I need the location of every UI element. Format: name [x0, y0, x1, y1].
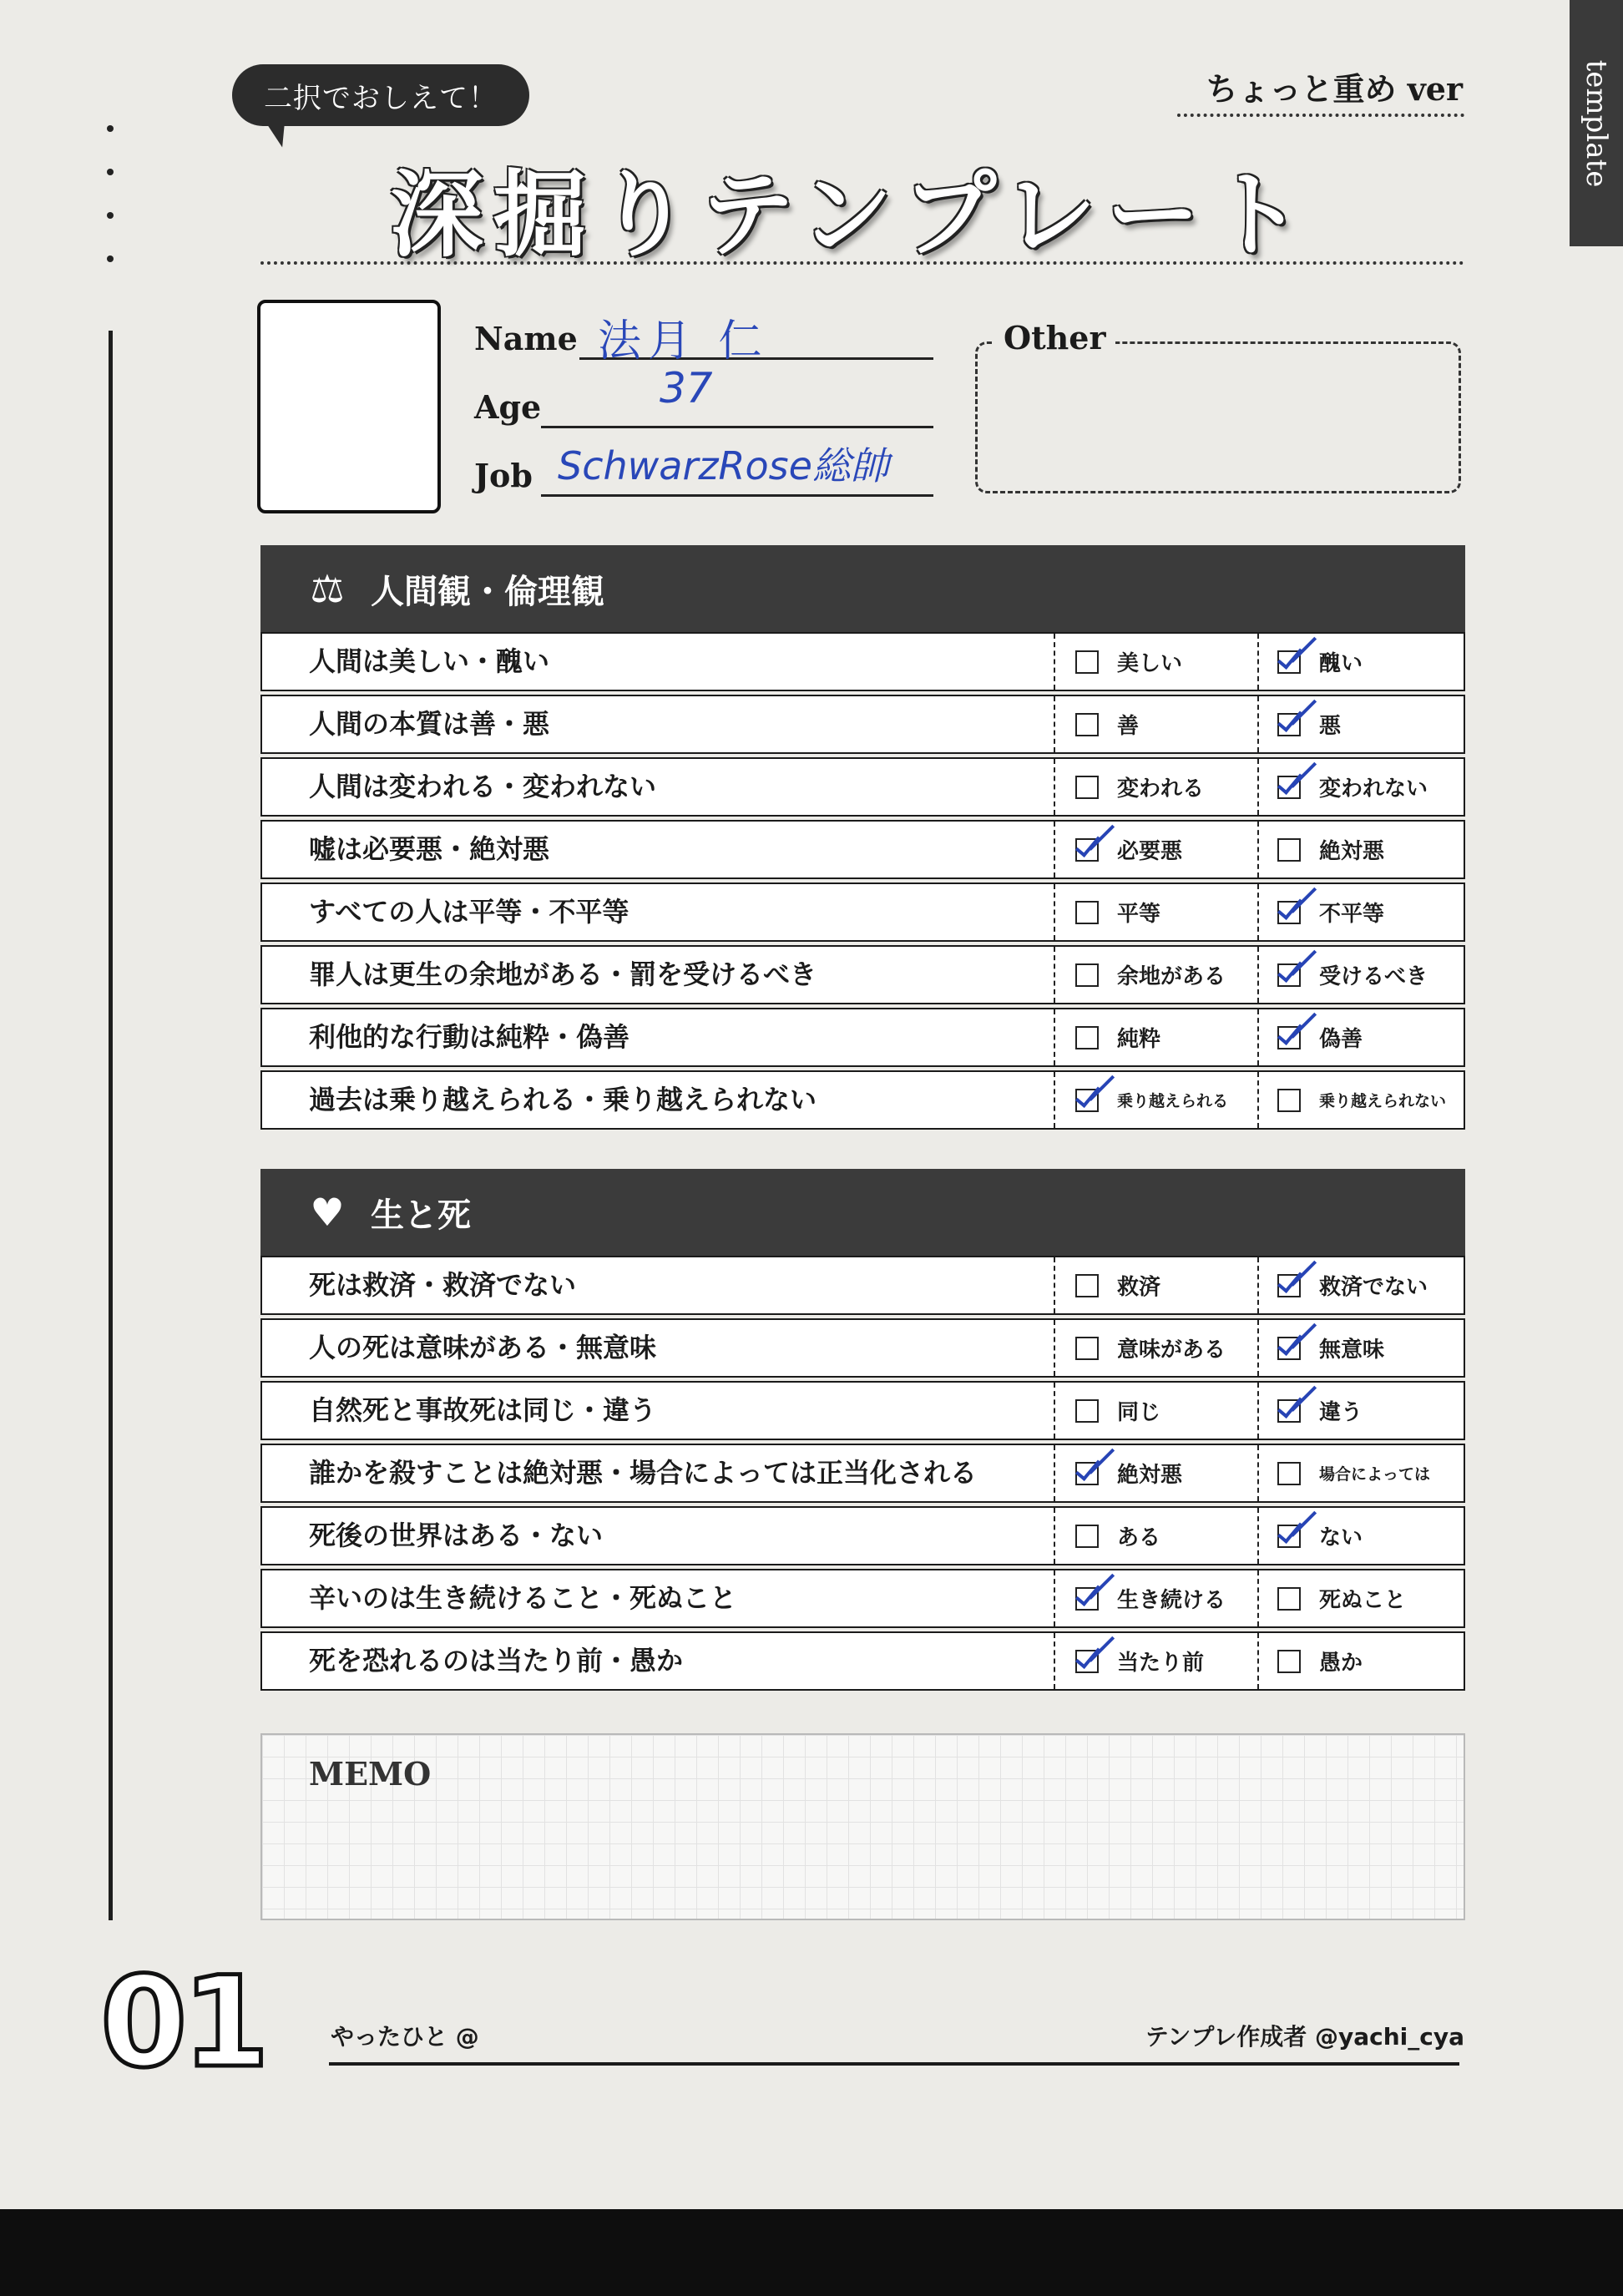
checkbox[interactable]	[1277, 1026, 1301, 1049]
option-b[interactable]	[1277, 759, 1428, 815]
checkbox[interactable]	[1277, 713, 1301, 736]
option-a[interactable]	[1075, 1570, 1226, 1626]
question-row	[260, 820, 1465, 879]
option-a[interactable]	[1075, 696, 1139, 752]
option-b-label: 無意味	[1319, 1338, 1385, 1363]
section-header-life-death	[260, 1169, 1465, 1256]
option-a-label: ある	[1117, 1525, 1161, 1550]
option-a[interactable]	[1075, 1320, 1226, 1376]
option-b-cell	[1257, 1570, 1464, 1626]
question-row	[260, 632, 1465, 691]
life-death-question-list	[260, 1256, 1465, 1694]
question-text: 誰かを殺すことは絶対悪・場合によっては正当化される	[309, 1457, 978, 1489]
option-a[interactable]	[1075, 1383, 1160, 1439]
option-a[interactable]	[1075, 1508, 1160, 1564]
question-text: すべての人は平等・不平等	[309, 896, 629, 928]
checkbox[interactable]	[1075, 1650, 1099, 1673]
option-b-label: 不平等	[1319, 902, 1385, 927]
scales-icon: ⚖	[310, 566, 345, 611]
option-a-label: 平等	[1117, 902, 1161, 927]
option-b-cell	[1257, 696, 1464, 752]
checkbox[interactable]	[1277, 1337, 1301, 1360]
question-text: 利他的な行動は純粋・偽善	[309, 1021, 630, 1053]
option-a-cell	[1054, 1570, 1259, 1626]
option-b[interactable]	[1277, 1320, 1384, 1376]
option-b-cell	[1257, 1320, 1464, 1376]
option-b[interactable]	[1277, 634, 1363, 690]
option-b-label: 愚か	[1319, 1651, 1363, 1676]
question-row	[260, 1631, 1465, 1691]
option-a[interactable]	[1075, 822, 1182, 877]
option-a-cell	[1054, 1257, 1259, 1313]
question-text: 罪人は更生の余地がある・罰を受けるべき	[309, 958, 817, 990]
title-divider	[260, 261, 1464, 265]
checkbox[interactable]	[1277, 1089, 1301, 1112]
question-row	[260, 945, 1465, 1004]
option-b-label: 変われない	[1319, 776, 1428, 802]
option-a-cell	[1054, 1508, 1259, 1564]
name-label: Name	[474, 320, 578, 357]
option-b[interactable]	[1277, 947, 1428, 1003]
question-text: 人の死は意味がある・無意味	[309, 1332, 657, 1363]
footer-player: やったひと @	[331, 2023, 479, 2051]
option-a-label: 善	[1117, 714, 1140, 739]
checkbox[interactable]	[1075, 1587, 1099, 1611]
option-b-label: 違う	[1319, 1400, 1363, 1425]
option-a-label: 変われる	[1117, 776, 1205, 802]
option-a-label: 美しい	[1117, 651, 1183, 676]
option-b[interactable]	[1277, 1383, 1363, 1439]
checkbox[interactable]	[1075, 776, 1099, 799]
option-b[interactable]	[1277, 696, 1341, 752]
job-field[interactable]: SchwarzRose総帥	[558, 443, 889, 488]
option-a-cell	[1054, 822, 1259, 877]
option-a[interactable]	[1075, 884, 1160, 940]
question-text: 嘘は必要悪・絶対悪	[309, 833, 550, 865]
checkbox[interactable]	[1075, 1274, 1099, 1297]
checkbox[interactable]	[1277, 1525, 1301, 1548]
checkbox[interactable]	[1277, 838, 1301, 862]
option-a-cell	[1054, 1009, 1259, 1065]
checkbox[interactable]	[1277, 776, 1301, 799]
option-a-label: 同じ	[1117, 1400, 1161, 1425]
option-b-cell	[1257, 759, 1464, 815]
subtitle-divider	[1177, 114, 1464, 117]
question-row	[260, 1569, 1465, 1628]
option-a[interactable]	[1075, 759, 1204, 815]
option-a[interactable]	[1075, 1009, 1160, 1065]
question-text: 人間の本質は善・悪	[309, 708, 550, 740]
question-row	[260, 757, 1465, 817]
option-a-label: 必要悪	[1117, 839, 1183, 864]
age-field[interactable]: 37	[660, 364, 713, 412]
footer-credit: テンプレ作成者 @yachi_cya	[1145, 2023, 1464, 2051]
option-a-cell	[1054, 1072, 1259, 1128]
left-rule	[109, 331, 113, 1920]
option-b-cell	[1257, 947, 1464, 1003]
option-b-cell	[1257, 884, 1464, 940]
option-a-cell	[1054, 1320, 1259, 1376]
checkbox[interactable]	[1075, 1525, 1099, 1548]
checkbox[interactable]	[1277, 650, 1301, 674]
question-text: 辛いのは生き続けること・死ぬこと	[309, 1582, 737, 1614]
checkbox[interactable]	[1277, 1274, 1301, 1297]
section-title: 人間観・倫理観	[371, 571, 604, 611]
option-a-cell	[1054, 696, 1259, 752]
option-a-label: 救済	[1117, 1275, 1161, 1300]
checkbox[interactable]	[1277, 1399, 1301, 1423]
side-tab	[1570, 0, 1623, 246]
checkbox[interactable]	[1075, 1462, 1099, 1485]
option-b[interactable]	[1277, 1072, 1446, 1128]
question-row	[260, 1381, 1465, 1440]
option-a-label: 絶対悪	[1117, 1463, 1183, 1488]
option-b-label: 救済でない	[1319, 1275, 1428, 1300]
question-row	[260, 695, 1465, 754]
option-b-cell	[1257, 634, 1464, 690]
checkbox[interactable]	[1075, 1089, 1099, 1112]
option-b-label: 偽善	[1319, 1027, 1363, 1052]
option-a-label: 純粋	[1117, 1027, 1161, 1052]
question-text: 死後の世界はある・ない	[309, 1520, 604, 1551]
option-b[interactable]	[1277, 1570, 1406, 1626]
checkbox[interactable]	[1075, 1399, 1099, 1423]
section-header-ethics	[260, 545, 1465, 632]
checkbox[interactable]	[1277, 901, 1301, 924]
section-title: 生と死	[371, 1195, 471, 1235]
option-b[interactable]	[1277, 1633, 1363, 1689]
option-a-label: 余地がある	[1117, 964, 1226, 989]
checkbox[interactable]	[1075, 838, 1099, 862]
other-box[interactable]	[975, 341, 1461, 493]
option-a-cell	[1054, 947, 1259, 1003]
option-b-label: 悪	[1319, 714, 1342, 739]
checkbox[interactable]	[1075, 1337, 1099, 1360]
page-number: 01	[100, 1950, 265, 2096]
option-b-cell	[1257, 1508, 1464, 1564]
checkbox[interactable]	[1075, 901, 1099, 924]
option-b-cell	[1257, 822, 1464, 877]
ethics-question-list	[260, 632, 1465, 1133]
option-b-cell	[1257, 1009, 1464, 1065]
option-b-cell	[1257, 1383, 1464, 1439]
option-b[interactable]	[1277, 1009, 1363, 1065]
version-subtitle: ちょっと重め ver	[1206, 70, 1463, 108]
option-a-cell	[1054, 1445, 1259, 1501]
question-row	[260, 1444, 1465, 1503]
option-b-label: ない	[1319, 1525, 1363, 1550]
name-field[interactable]: 法月 仁	[598, 316, 769, 367]
memo-area[interactable]	[260, 1733, 1465, 1920]
option-a-cell	[1054, 634, 1259, 690]
checkbox[interactable]	[1277, 1462, 1301, 1485]
checkbox[interactable]	[1075, 963, 1099, 987]
question-text: 過去は乗り越えられる・乗り越えられない	[309, 1084, 817, 1115]
page-title: 深掘りテンプレート	[390, 160, 1313, 270]
job-label: Job	[474, 457, 533, 494]
photo-box[interactable]	[257, 300, 441, 513]
side-tab-label: template	[1580, 59, 1613, 187]
option-b[interactable]	[1277, 1445, 1430, 1501]
heart-icon: ♥	[310, 1190, 345, 1235]
question-row	[260, 1318, 1465, 1378]
option-a[interactable]	[1075, 1072, 1228, 1128]
other-label: Other	[994, 319, 1115, 357]
option-b-label: 死ぬこと	[1319, 1588, 1407, 1613]
bottom-band	[0, 2209, 1623, 2296]
option-a-cell	[1054, 1383, 1259, 1439]
option-b-label: 受けるべき	[1319, 964, 1428, 989]
question-text: 死を恐れるのは当たり前・愚か	[309, 1645, 684, 1676]
option-b-cell	[1257, 1072, 1464, 1128]
option-a-label: 意味がある	[1117, 1338, 1226, 1363]
job-underline	[541, 494, 933, 497]
question-row	[260, 1008, 1465, 1067]
option-a-label: 乗り越えられる	[1117, 1092, 1229, 1110]
question-row	[260, 1070, 1465, 1130]
decor-dot	[107, 169, 114, 175]
checkbox[interactable]	[1075, 650, 1099, 674]
option-a-cell	[1054, 1633, 1259, 1689]
option-a[interactable]	[1075, 634, 1182, 690]
age-underline	[541, 426, 933, 428]
option-a-label: 生き続ける	[1117, 1588, 1226, 1613]
option-b[interactable]	[1277, 1257, 1428, 1313]
option-a[interactable]	[1075, 1257, 1160, 1313]
footer-rule	[329, 2062, 1459, 2066]
decor-dot	[107, 212, 114, 219]
option-b-label: 醜い	[1319, 651, 1363, 676]
question-row	[260, 1256, 1465, 1315]
option-a-cell	[1054, 884, 1259, 940]
option-b[interactable]	[1277, 884, 1384, 940]
checkbox[interactable]	[1075, 1026, 1099, 1049]
checkbox[interactable]	[1277, 963, 1301, 987]
age-label: Age	[474, 388, 542, 426]
option-b-label: 場合によっては	[1319, 1465, 1431, 1484]
checkbox[interactable]	[1277, 1587, 1301, 1611]
question-row	[260, 882, 1465, 942]
decor-dot	[107, 125, 114, 132]
option-a-label: 当たり前	[1117, 1651, 1205, 1676]
question-text: 死は救済・救済でない	[309, 1269, 577, 1301]
question-text: 自然死と事故死は同じ・違う	[309, 1394, 657, 1426]
speech-bubble: 二択でおしえて！	[232, 64, 529, 126]
checkbox[interactable]	[1075, 713, 1099, 736]
option-a[interactable]	[1075, 1445, 1182, 1501]
option-a[interactable]	[1075, 1633, 1204, 1689]
question-text: 人間は変われる・変われない	[309, 771, 657, 802]
option-b-label: 絶対悪	[1319, 839, 1385, 864]
decor-dot	[107, 255, 114, 262]
option-b[interactable]	[1277, 822, 1384, 877]
option-a-cell	[1054, 759, 1259, 815]
checkbox[interactable]	[1277, 1650, 1301, 1673]
option-b-cell	[1257, 1633, 1464, 1689]
option-b[interactable]	[1277, 1508, 1363, 1564]
memo-label: MEMO	[309, 1755, 432, 1793]
option-b-cell	[1257, 1445, 1464, 1501]
question-row	[260, 1506, 1465, 1565]
option-a[interactable]	[1075, 947, 1226, 1003]
option-b-cell	[1257, 1257, 1464, 1313]
option-b-label: 乗り越えられない	[1319, 1092, 1447, 1110]
question-text: 人間は美しい・醜い	[309, 645, 550, 677]
